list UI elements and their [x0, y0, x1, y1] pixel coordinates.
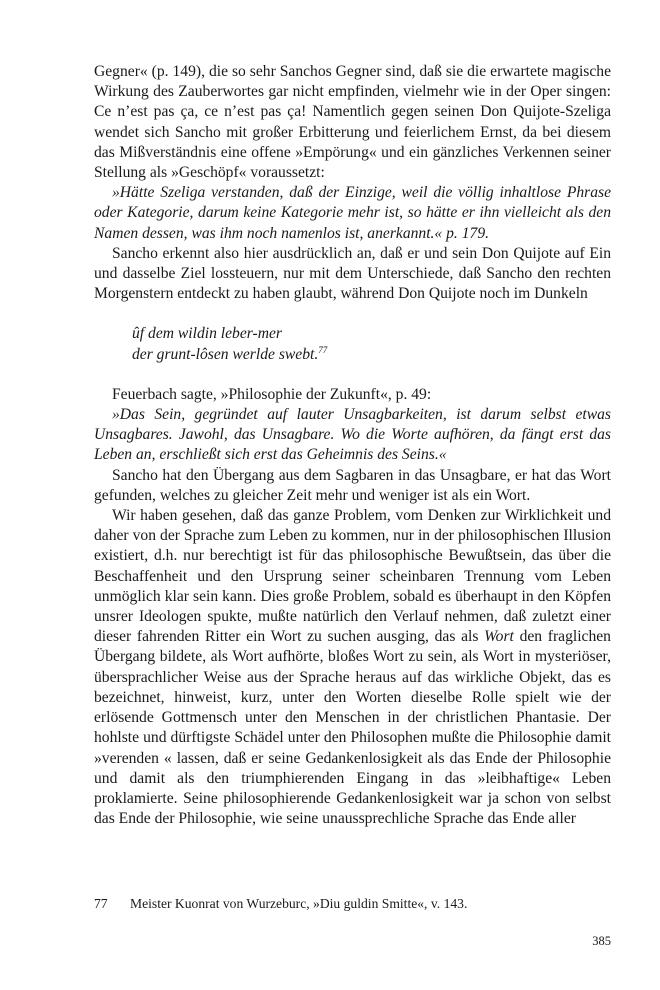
footnote-text: Meister Kuonrat von Wurzeburc, »Diu guldin Smitte«, v. 143. — [130, 896, 468, 911]
spacer — [94, 365, 611, 385]
paragraph — [94, 506, 611, 829]
paragraph: Feuerbach sagte, »Philosophie der Zukunft«, p. 49: — [112, 385, 432, 403]
paragraph-text: den fraglichen Übergang bildete, als Wort aufhörte, bloßes Wort zu sein, als Wort in mysteriöser, übersprachlicher Weise aus der Sprache heraus auf das wirkliche Objekt, das es bezeichnet, hinweist, kurz, unter den Worten dieselbe Rolle spielt wie der erlösende Gottmensch unter den Menschen in der christlichen Phantasie. Der hohlste und dürftigste Schädel unter den Philosophen mußte die Philosophie damit »verenden « lassen, daß er seine Gedankenlosigkeit als das Ende der Philosophie und damit als den triumphierenden Eingang in das »leibhaftige« Leben proklamierte. Seine philosophierende Gedankenlosigkeit war ja schon von selbst das Ende der Philosophie, wie seine unaussprechliche Sprache das Ende aller — [94, 628, 611, 828]
page-number: 385 — [592, 934, 611, 948]
paragraph: Sancho erkennt also hier ausdrücklich an, daß er und sein Don Quijote auf Ein und dasselbe Ziel lossteuern, nur mit dem Unterschiede, daß Sancho den rechten Morgenstern entdeckt zu haben glaubt, während Don Quijote noch im Dunkeln — [94, 244, 611, 303]
block-quote: »Hätte Szeliga verstanden, daß der Einzige, weil die völlig inhaltlose Phrase oder Kategorie, darum keine Kategorie mehr ist, so hätte er ihn vielleicht als den Namen dessen, was ihm noch namenlos ist, anerkannt.« p. 179. — [94, 184, 611, 242]
body-text — [94, 62, 611, 829]
emphasized-word: Wort — [484, 628, 514, 646]
paragraph: Gegner« (p. 149), die so sehr Sanchos Gegner sind, daß sie die erwartete magische Wirkung des Zauberwortes gar nicht empfinden, vielmehr wie in der Oper singen: Ce n’est pas ça, ce n’est pas ça! Namentlich gegen seinen Don Quijote-Szeliga wendet sich Sancho mit großer Erbitterung und feierlichem Ernst, da bei diesem das Mißverständnis eine offene »Empörung« und ein gänzliches Verkennen seiner Stellung als »Geschöpf« voraussetzt: — [94, 63, 611, 182]
verse-line-text: der grunt-lôsen werlde swebt. — [132, 345, 319, 363]
paragraph-text: Wir haben gesehen, daß das ganze Problem, vom Denken zur Wirklichkeit und daher von der Sprache zum Leben zu kommen, nur in der philosophischen Illusion existiert, d.h. nur berechtigt ist für das philosophische Bewußtsein, das über die Beschaffenheit und den Ursprung seiner scheinbaren Trennung vom Leben unmöglich klar sein kann. Dies große Problem, sobald es überhaupt in den Köpfen unsrer Ideologen spukte, mußte natürlich den Verlauf nehmen, daß zuletzt einer dieser fahrenden Ritter ein Wort zu suchen ausging, das als — [94, 507, 611, 646]
footnote-number: 77 — [94, 896, 108, 911]
spacer — [94, 304, 611, 324]
footnote — [94, 895, 611, 913]
paragraph: Sancho hat den Übergang aus dem Sagbaren in das Unsagbare, er hat das Wort gefunden, welches zu gleicher Zeit mehr und weniger ist als ein Wort. — [94, 466, 611, 504]
verse-line: ûf dem wildin leber-mer — [132, 325, 282, 343]
verse-quote — [94, 324, 611, 364]
block-quote: »Das Sein, gegründet auf lauter Unsagbarkeiten, ist darum selbst etwas Unsagbares. Jawohl, das Unsagbare. Wo die Worte aufhören, da fängt erst das Leben an, erschließt sich erst das Geheimnis des Seins.« — [94, 406, 611, 464]
footnote-reference[interactable]: 77 — [318, 344, 328, 355]
verse-line — [132, 345, 611, 365]
